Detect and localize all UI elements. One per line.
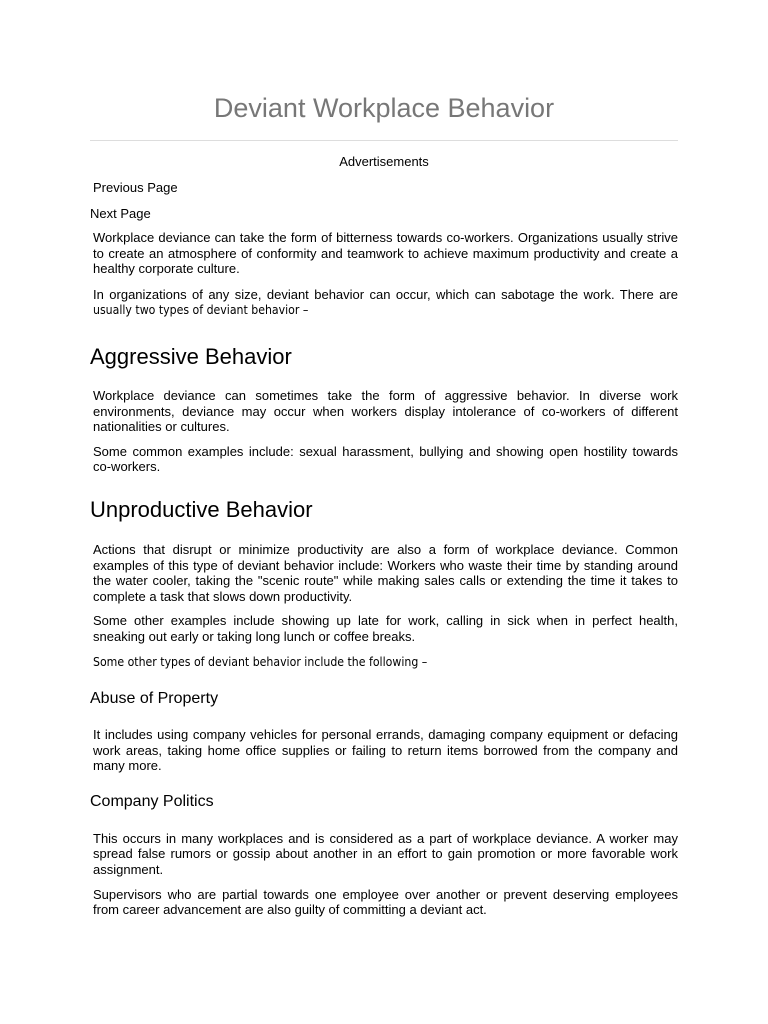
intro-paragraph-2 bbox=[90, 287, 678, 319]
intro-paragraph-2-main: In organizations of any size, deviant behavior can occur, which can sabotage the work. There are bbox=[93, 286, 678, 302]
aggressive-behavior-heading: Aggressive Behavior bbox=[90, 343, 292, 369]
abuse-of-property-heading: Abuse of Property bbox=[90, 690, 219, 708]
intro-paragraph-1: Workplace deviance can take the form of bitterness towards co-workers. Organizations usually strive to create an atmosphere of conformity and teamwork to achieve maximum productivity and create a healthy corporate culture. bbox=[93, 230, 678, 277]
aggressive-paragraph-1: Workplace deviance can sometimes take the form of aggressive behavior. In diverse work environments, deviance may occur when workers display intolerance of co-workers of different nationalities or cultures. bbox=[93, 387, 678, 435]
unproductive-behavior-heading: Unproductive Behavior bbox=[90, 496, 313, 522]
unproductive-paragraph-3: Some other types of deviant behavior include the following – bbox=[93, 654, 428, 669]
advertisements-label: Advertisements bbox=[339, 154, 429, 169]
page-title: Deviant Workplace Behavior bbox=[213, 93, 555, 123]
unproductive-paragraph-1: Actions that disrupt or minimize productivity are also a form of workplace deviance. Common examples of this type of deviant behavior include: Workers who waste their time by standing around the water cooler, taking the "scenic route" while making sales calls or extending the time it takes to complete a task that slows down productivity. bbox=[93, 541, 678, 604]
abuse-paragraph-1: It includes using company vehicles for personal errands, damaging company equipment or defacing work areas, taking home office supplies or failing to return items borrowed from the company and many more. bbox=[93, 727, 678, 774]
aggressive-paragraph-2: Some common examples include: sexual harassment, bullying and showing open hostility towards co-workers. bbox=[93, 443, 678, 475]
politics-paragraph-1: This occurs in many workplaces and is considered as a part of workplace deviance. A worker may spread false rumors or gossip about another in an effort to gain promotion or more favorable work assignment. bbox=[93, 830, 678, 878]
politics-paragraph-2: Supervisors who are partial towards one employee over another or prevent deserving employees from career advancement are also guilty of committing a deviant act. bbox=[93, 886, 678, 918]
intro-paragraph-2-tail: usually two types of deviant behavior – bbox=[93, 303, 309, 318]
title-divider bbox=[90, 140, 678, 141]
next-page-link[interactable]: Next Page bbox=[90, 206, 151, 221]
unproductive-paragraph-2: Some other examples include showing up late for work, calling in sick when in perfect health, sneaking out early or taking long lunch or coffee breaks. bbox=[93, 613, 678, 644]
previous-page-link[interactable]: Previous Page bbox=[93, 180, 178, 195]
document-page bbox=[90, 0, 678, 918]
company-politics-heading: Company Politics bbox=[90, 792, 214, 810]
